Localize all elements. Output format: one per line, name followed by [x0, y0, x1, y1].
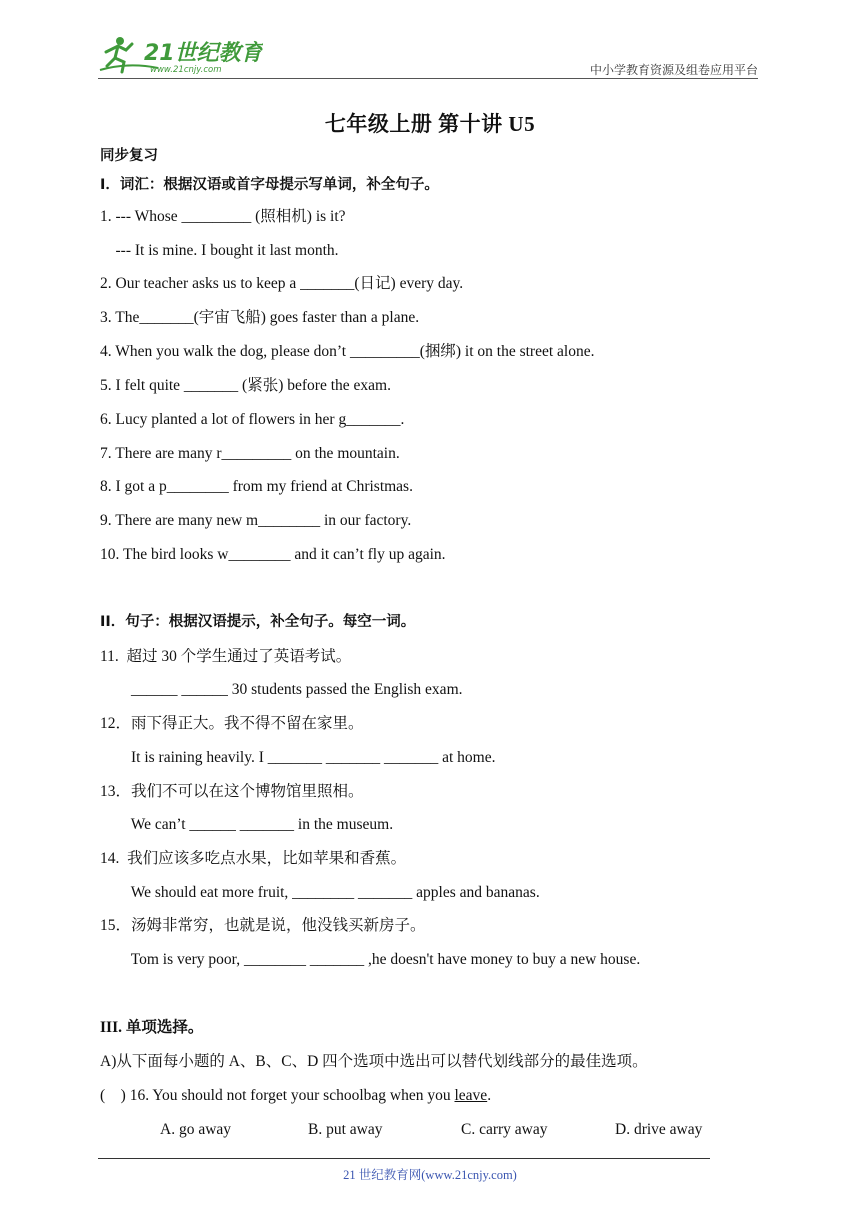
question-2: 2. Our teacher asks us to keep a _______(日记) every day. — [100, 275, 464, 292]
question-10: 10. The bird looks w________ and it can’t fly up again. — [100, 546, 446, 563]
question-1-answer: --- It is mine. I bought it last month. — [100, 242, 339, 259]
question-7: 7. There are many r_________ on the mountain. — [100, 445, 400, 462]
part3-instruction: A)从下面每小题的 A、B、C、D 四个选项中选出可以替代划线部分的最佳选项。 — [100, 1053, 648, 1070]
section-label: 同步复习 — [100, 148, 158, 164]
logo-21cnjy — [98, 32, 263, 76]
question-13: 13．我们不可以在这个博物馆里照相。 — [100, 783, 364, 800]
question-16-underlined-word: leave — [454, 1087, 488, 1104]
question-15-blank: Tom is very poor, ________ _______ ,he doesn't have money to buy a new house. — [100, 951, 641, 968]
question-4: 4. When you walk the dog, please don’t _________(捆绑) it on the street alone. — [100, 343, 595, 360]
svg-text:www.21cnjy.com: www.21cnjy.com — [150, 65, 222, 75]
option-a: A. go away — [160, 1121, 232, 1138]
page-title: 七年级上册 第十讲 U5 — [324, 112, 536, 136]
part2-heading: II．句子：根据汉语提示，补全句子。每空一词。 — [100, 614, 416, 630]
option-c: C. carry away — [461, 1121, 548, 1138]
part3-heading: III. 单项选择。 — [100, 1019, 204, 1036]
question-6: 6. Lucy planted a lot of flowers in her g_______. — [100, 411, 405, 428]
question-16 — [100, 1086, 491, 1106]
part1-heading: I．词汇：根据汉语或首字母提示写单词，补全句子。 — [100, 177, 439, 193]
question-9: 9. There are many new m________ in our factory. — [100, 512, 412, 529]
question-8: 8. I got a p________ from my friend at Christmas. — [100, 478, 413, 495]
question-3: 3. The_______(宇宙飞船) goes faster than a plane. — [100, 309, 420, 326]
header-divider — [98, 78, 758, 79]
question-16-text: ( ) 16. You should not forget your schoolbag when you — [100, 1087, 455, 1104]
question-12: 12．雨下得正大。我不得不留在家里。 — [100, 715, 364, 732]
question-11: 11. 超过 30 个学生通过了英语考试。 — [100, 648, 352, 665]
option-d: D. drive away — [615, 1121, 703, 1138]
header-platform-text: 中小学教育资源及组卷应用平台 — [589, 63, 758, 77]
svg-text:21世纪教育: 21世纪教育 — [144, 41, 263, 66]
question-14: 14. 我们应该多吃点水果，比如苹果和香蕉。 — [100, 850, 407, 867]
footer-source[interactable]: 21 世纪教育网(www.21cnjy.com) — [343, 1168, 517, 1182]
question-11-blank: ______ ______ 30 students passed the English exam. — [100, 681, 463, 698]
question-1: 1. --- Whose _________ (照相机) is it? — [100, 208, 346, 225]
question-12-blank: It is raining heavily. I _______ _______ _______ at home. — [100, 749, 496, 766]
question-5: 5. I felt quite _______ (紧张) before the exam. — [100, 377, 391, 394]
question-14-blank: We should eat more fruit, ________ _______ apples and bananas. — [100, 884, 540, 901]
option-b: B. put away — [308, 1121, 383, 1138]
footer-divider — [98, 1158, 710, 1159]
page-header — [98, 30, 758, 80]
question-13-blank: We can’t ______ _______ in the museum. — [100, 816, 394, 833]
question-16-end: . — [487, 1087, 492, 1104]
question-15: 15．汤姆非常穷，也就是说，他没钱买新房子。 — [100, 917, 426, 934]
